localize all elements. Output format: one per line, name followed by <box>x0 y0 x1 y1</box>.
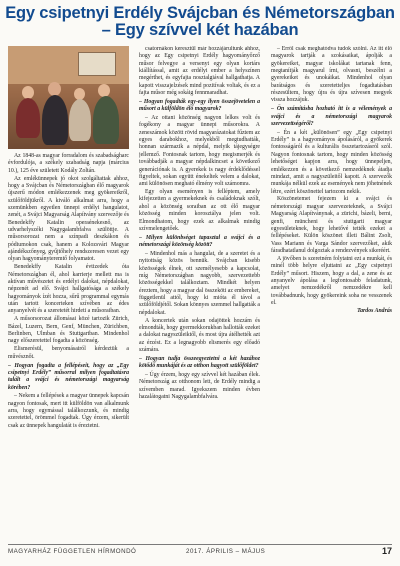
article-paragraph: Benedekffy Katalin évtizedek óta Németországban él, ahol karrierje mellett ma is aktívan művészetet és erdélyi dalokat, népdalokat, népzenét ad elő. Svájci hallgatósága a székely hagyományok ízét hozza, sűrű programmal egymás után tartott koncerteken szívében az édes anyanyelvét és a szeretetét hirdeti a műsoraiban. <box>8 264 129 315</box>
interview-question: – Hogyan fogadta a fellépéseit, hogy az „Egy csipetnyi Erdély” műsorral milyen fogadtatásra talált a svájci és németországi magyarság körében? <box>8 362 129 391</box>
article-paragraph: Köszönetemet fejezem ki a svájci és németországi magyar szervezeteknek, a Svájci Magyarság Alapítványnak, a zürichi, bázeli, berni, genfi, müncheni és stuttgarti magyar egyesületeknek, hogy lehetővé tették ezeket a fellépéseket. Külön köszönet illeti Bálint Zsolt, Vass Mariann és Varga Sándor szervezőket, akik fáradhatatlanul dolgoztak a rendezvények sikeréért. <box>271 196 392 254</box>
interview-question: – Hogyan tudja összeegyeztetni a két hazához kötődő munkáját és az otthon hagyott szülőföldet? <box>139 355 260 370</box>
article-paragraph: Az 1848-as magyar forradalom és szabadságharc évfordulója, a székely szabadság napja (március 10.), 125 éve született Kodály Zoltán. <box>8 153 129 174</box>
page-number: 17 <box>381 546 392 556</box>
article-paragraph: Egy olyan eseményen is felléptem, amely kifejezetten a gyermekeknek és családoknak szólt, ahol a közönség soraiban az ott élő magyar közösség minden korosztálya jelen volt. Elmondhatom, hogy ezek az alkalmak mindig szívmelengetőek. <box>139 189 260 232</box>
article-paragraph: – Úgy érzem, hogy egy szívvel két hazában élek. Németország az otthonom lett, de Erdély mindig a szívemben marad. Igyekszem minden évben hazalátogatni Nagygalambfalvára. <box>139 371 260 400</box>
interview-question: – Milyen különbséget tapasztal a svájci és a németországi közönség között? <box>139 234 260 249</box>
concert-photo <box>8 46 129 149</box>
article-paragraph: – Erről csak meghatódva tudok szólni. Az itt élő magyarok tartják a szokásaikat, ápolják a gyökereiket, magyar iskolákat tartanak fenn, megtanítják magyarul írni, olvasni, beszélni a gyerekeiket és unokáikat. Mindenhol olyan barátságos és szeretetteljes fogadtatásban részesültem, hogy újra és újra szívesen megyek vissza hozzájuk. <box>271 46 392 104</box>
photo-board <box>78 52 116 76</box>
article-paragraph: csatornákon keresztül már hozzájárultunk ahhoz, hogy az Egy csipetnyi Erdély hagyományőrző műsor felvegye a versenyt egy olyan kortárs kiállítással, amit az erdélyi ember a helyszínen megérthet, és egyfajta nosztalgiával hallgathatja. A kapott visszajelzések mind pozitívak voltak, és ez a fajta műsor még sokáig fennmaradhat. <box>139 46 260 97</box>
article-paragraph: A műsorsorozat állomásai közé tartozik Zürich, Bázel, Luzern, Bern, Genf, München, Zürichben, Berlinben, Ulmban és Stuttgartban. Mindenhol nagy előszeretettel fogadta a közönség. <box>8 316 129 345</box>
article-paragraph: A jövőben is szeretném folytatni ezt a munkát, és minél több helyre eljuttatni az „Egy csipetnyi Erdély” műsort. Hiszem, hogy a dal, a zene és az anyanyelv ápolása a legfontosabb feladatunk, amelyet nemzedékről nemzedékre kell továbbadnunk, hogy gyökereink soha ne vesszenek el. <box>271 255 392 306</box>
author-signature: Tardos András <box>357 308 392 315</box>
column-2 <box>139 46 260 538</box>
page-footer <box>8 544 392 557</box>
photo-person <box>69 99 91 141</box>
article-paragraph: – Én a két „különösen” egy „Egy csipetnyi Erdély” is a hagyományos ápolásáról, a gyökerek fontosságáról és a kulturális összetartozásról szól. Nagyon fontosnak tartom, hogy minden közösség lehetőséget kapjon arra, hogy ünnepeljen, emlékezzen és a következő nemzedéknek átadja mindazt, amit a nagyszüleitől kapott. A szervezők munkája nélkül ezek az események nem jöhetnének létre, ezért köszönettel tartozom nekik. <box>271 129 392 195</box>
photo-singer-head <box>48 82 61 96</box>
publication-name: MAGYARHÁZ FÜGGETLEN HÍRMONDÓ <box>8 548 137 555</box>
photo-person-head <box>98 84 110 97</box>
interview-question: – Hogyan fogadták egy-egy ilyen összejövetelen a műsort a külföldön élő magyarok? <box>139 98 260 113</box>
article-paragraph: – Nekem a fellépések a magyar ünnepek kapcsán nagyon fontosak, mert itt külföldön van alkalmunk arra, hogy egymással találkozzunk, és mindig szeretettel, örömmel fogadtak. Úgy érzem, sikerült csak az ünnepek hangulatát is éreztetni. <box>8 393 129 429</box>
title-line-2: – Egy szívvel két hazában <box>101 21 299 39</box>
photo-singer <box>42 95 68 145</box>
article-paragraph: – Az ottani közönség nagyon lelkes volt és fogékony a magyar ünnepi műsorokra. A zeneszámok között rövid magyarázatokat fűztem az egyes darabokhoz, melyekből megtudhatták, honnan származik a népdal, melyik tájegységre jellemző. Fontosnak tartom, hogy megismerjék és továbbadják a magyar népdalkincset a következő generációnak is. A gyerekek is nagy érdeklődéssel figyeltek, sokan együtt énekeltek velem a dalokat, ami különösen megható élmény volt számomra. <box>139 115 260 188</box>
column-3 <box>271 46 392 538</box>
article-paragraph: Az emlékünnepek jó okot szolgáltattak ahhoz, hogy a Svájcban és Németországban élő magyarok újszerű módon emlékezzenek meg gyökereikről, szülőföldjükről. A kiváló alkalmat arra, hogy a szemünkben egyetlen ünnepi erdélyi hangulatot, zenét, a Svájci Magyarság Alapítvány szervezője és Benedekffy Katalin operaénekesnő, az udvarhelyszéki Nagygalambfalva szülöttje. A műsorsorozat nem a színpadi deszkákon és pódiumokon csak, hanem a Kolozsvári Magyar ajándékszőnyeg, gyűjtőhely rendszeresen vezet egy olyan hagyományteremtő folyamatot. <box>8 175 129 263</box>
column-3-text <box>271 46 392 316</box>
photo-person <box>93 96 119 144</box>
photo-person <box>16 98 40 138</box>
column-1 <box>8 46 129 538</box>
article-title <box>0 5 400 39</box>
article-paragraph: Elismerésül, benyomásairól kérdeztük a művésznőt. <box>8 346 129 360</box>
column-2-text <box>139 46 260 401</box>
issue-date: 2017. ÁPRILIS – MÁJUS <box>186 548 266 555</box>
article-paragraph: – Mindenhol más a hangulat, de a szeretet és a nyitottság közös bennük. Svájcban kisebb közösségek élnek, ott személyesebb a kapcsolat, míg Németországban nagyobb, szervezettebb közösségekkel találkoztam. Mindkét helyen éreztem, hogy a magyar dal összeköti az embereket, függetlenül attól, hogy ki mióta él távol a szülőföldjétől. Sokan könnyes szemmel hallgatták a népdalokat. <box>139 250 260 316</box>
title-line-1: Egy csipetnyi Erdély Svájcban és Németországban <box>5 4 395 22</box>
article-body <box>8 46 392 538</box>
article-paragraph: A koncertek után sokan odajöttek hozzám és elmondták, hogy gyermekkorukban hallották ezeket a dalokat nagyszüleiktől, és most újra átélhették azt az érzést. Ez a legnagyobb elismerés egy előadó számára. <box>139 317 260 353</box>
interview-question: – Ön számításba hozható itt is a vélemények a svájci és a németországi magyarok szervezettségéről? <box>271 106 392 127</box>
column-1-text <box>8 153 129 430</box>
